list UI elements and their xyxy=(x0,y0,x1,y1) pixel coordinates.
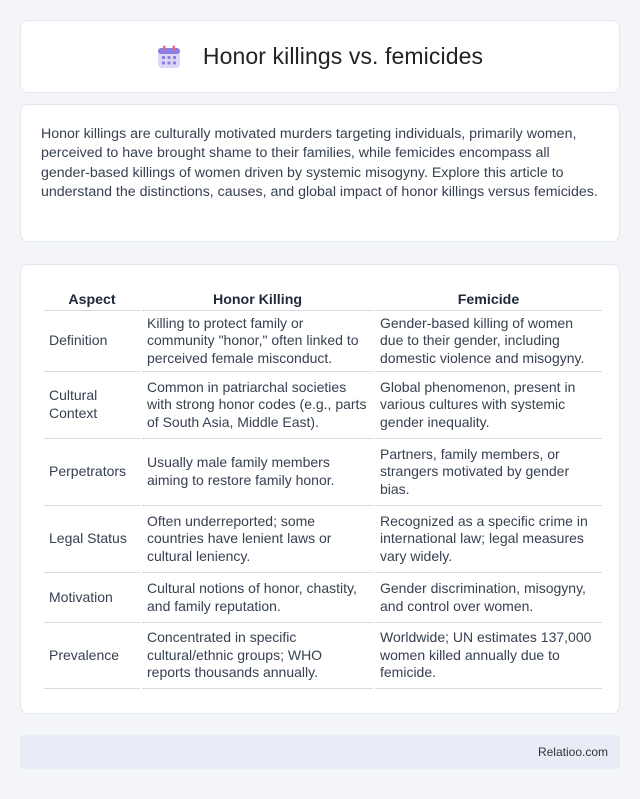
cell-aspect: Perpetrators xyxy=(44,439,140,506)
cell-honor-killing: Common in patriarchal societies with strong honor codes (e.g., parts of South Asia, Middle East). xyxy=(142,372,373,439)
title-wrap xyxy=(157,43,483,70)
footer xyxy=(20,735,620,769)
table-row xyxy=(44,623,602,689)
cell-honor-killing: Often underreported; some countries have lenient laws or cultural leniency. xyxy=(142,506,373,573)
table-row xyxy=(44,311,602,372)
table-row xyxy=(44,372,602,439)
table-header-row xyxy=(44,285,602,311)
intro-card xyxy=(20,104,620,242)
cell-aspect: Prevalence xyxy=(44,623,140,689)
calendar-icon xyxy=(157,45,181,69)
cell-aspect: Motivation xyxy=(44,573,140,623)
cell-femicide: Global phenomenon, present in various cultures with systemic gender inequality. xyxy=(375,372,602,439)
cell-honor-killing: Cultural notions of honor, chastity, and family reputation. xyxy=(142,573,373,623)
comparison-table-card xyxy=(20,264,620,714)
header-aspect: Aspect xyxy=(44,285,140,311)
table-row xyxy=(44,506,602,573)
intro-text: Honor killings are culturally motivated murders targeting individuals, primarily women, perceived to have brought shame to their families, while femicides encompass all gender-based killings of women driven by systemic misogyny. Explore this article to understand the distinctions, causes, and global impact of honor killings versus femicides. xyxy=(41,126,598,201)
cell-femicide: Recognized as a specific crime in international law; legal measures vary widely. xyxy=(375,506,602,573)
header-honor-killing: Honor Killing xyxy=(142,285,373,311)
cell-honor-killing: Killing to protect family or community "honor," often linked to perceived female misconduct. xyxy=(142,311,373,372)
cell-honor-killing: Concentrated in specific cultural/ethnic groups; WHO reports thousands annually. xyxy=(142,623,373,689)
cell-femicide: Worldwide; UN estimates 137,000 women killed annually due to femicide. xyxy=(375,623,602,689)
cell-femicide: Gender-based killing of women due to their gender, including domestic violence and misogyny. xyxy=(375,311,602,372)
cell-honor-killing: Usually male family members aiming to restore family honor. xyxy=(142,439,373,506)
header-femicide: Femicide xyxy=(375,285,602,311)
comparison-table xyxy=(42,285,604,689)
cell-aspect: Cultural Context xyxy=(44,372,140,439)
cell-femicide: Gender discrimination, misogyny, and control over women. xyxy=(375,573,602,623)
cell-aspect: Definition xyxy=(44,311,140,372)
footer-brand[interactable]: Relatioo.com xyxy=(537,745,608,759)
page-title: Honor killings vs. femicides xyxy=(202,43,484,69)
table-row xyxy=(44,439,602,506)
header-card xyxy=(20,20,620,93)
table-row xyxy=(44,573,602,623)
cell-aspect: Legal Status xyxy=(44,506,140,573)
cell-femicide: Partners, family members, or strangers motivated by gender bias. xyxy=(375,439,602,506)
